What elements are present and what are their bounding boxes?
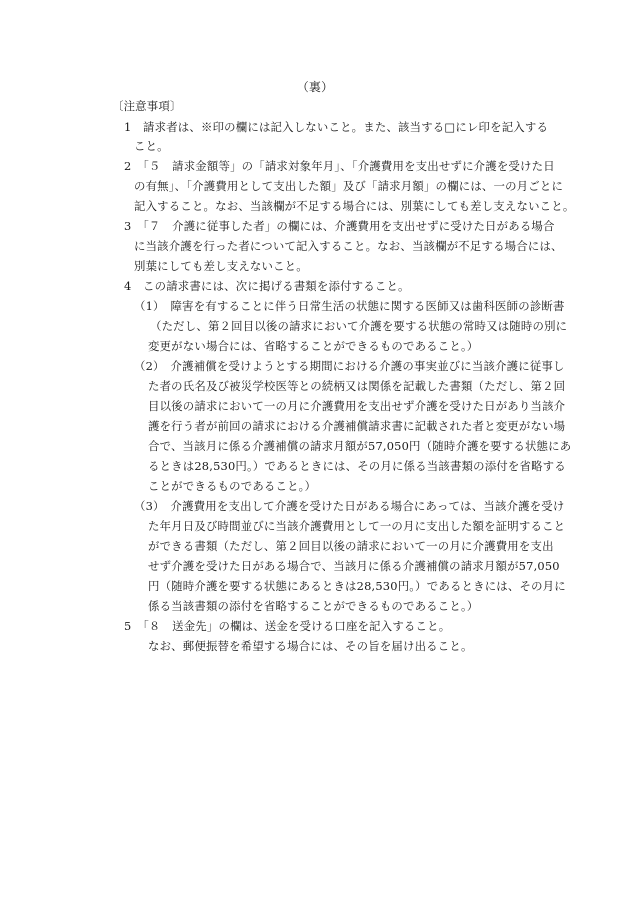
note-1-line-1: 1 請求者は、※印の欄には記入しないこと。また、該当する□にレ印を記入する: [124, 120, 549, 134]
note-2-line-3: 記入すること。なお、当該欄が不足する場合には、別葉にしても差し支えないこと。: [134, 199, 575, 213]
subnote-3-line-1: （3） 介護費用を支出して介護を受けた日がある場合にあっては、当該介護を受け: [134, 499, 565, 513]
subnote-2-line-5: 合で、当該月に係る介護補償の請求月額が57,050円（随時介護を要する状態にあ: [148, 439, 572, 453]
subnote-2-line-3: 目以後の請求において一の月に介護費用を支出せず介護を受けた日があり当該介: [148, 399, 566, 413]
subnote-3-line-5: 円（随時介護を要する状態にあるときは28,530円。）であるときには、その月に: [148, 579, 566, 593]
note-4-line-1: 4 この請求書には、次に掲げる書類を添付すること。: [124, 279, 410, 293]
subnote-3-line-6: 係る当該書類の添付を省略することができるものであること。）: [148, 599, 479, 613]
note-3-line-2: に当該介護を行った者について記入すること。なお、当該欄が不足する場合には、: [134, 239, 563, 253]
subnote-2-line-6: るときは28,530円。）であるときには、その月に係る当該書類の添付を省略する: [148, 459, 566, 473]
note-3-line-3: 別葉にしても差し支えないこと。: [134, 259, 308, 273]
subnote-3-line-2: た年月日及び時間並びに当該介護費用として一の月に支出した額を証明すること: [148, 519, 566, 533]
page-heading: （裏）: [296, 80, 334, 94]
note-2-line-2: の有無」、「介護費用として支出した額」及び「請求月額」の欄には、一の月ごとに: [134, 179, 564, 193]
subnote-1-line-3: 変更がない場合には、省略することができるものであること。）: [148, 339, 479, 353]
subnote-2-line-1: （2） 介護補償を受けようとする期間における介護の事実並びに当該介護に従事し: [134, 359, 565, 373]
subnote-2-line-7: ことができるものであること。）: [148, 479, 317, 493]
subnote-2-line-2: た者の氏名及び被災学校医等との続柄又は関係を記載した書類（ただし、第２回: [148, 379, 566, 393]
subnote-3-line-3: ができる書類（ただし、第２回目以後の請求において一の月に介護費用を支出: [148, 539, 554, 553]
note-5-line-1: 5 「８ 送金先」の欄は、送金を受ける口座を記入すること。: [124, 619, 451, 633]
note-3-line-1: 3 「７ 介護に従事した者」の欄には、介護費用を支出せずに受けた日がある場合: [124, 219, 555, 233]
note-2-line-1: 2 「５ 請求金額等」の「請求対象年月」、「介護費用を支出せずに介護を受けた日: [124, 159, 555, 173]
subnote-3-line-4: せず介護を受けた日がある場合で、当該月に係る介護補償の請求月額が57,050: [148, 559, 560, 573]
subnote-2-line-4: 護を行う者が前回の請求における介護補償請求書に記載された者と変更がない場: [148, 419, 566, 433]
note-1-line-2: こと。: [134, 139, 169, 153]
subnote-1-line-1: （1） 障害を有することに伴う日常生活の状態に関する医師又は歯科医師の診断書: [134, 299, 565, 313]
note-5-line-2: なお、郵便振替を希望する場合には、その旨を届け出ること。: [148, 639, 473, 653]
section-title: 〔注意事項〕: [112, 99, 182, 113]
subnote-1-line-2: （ただし、第２回目以後の請求において介護を要する状態の常時又は随時の別に: [150, 319, 568, 333]
